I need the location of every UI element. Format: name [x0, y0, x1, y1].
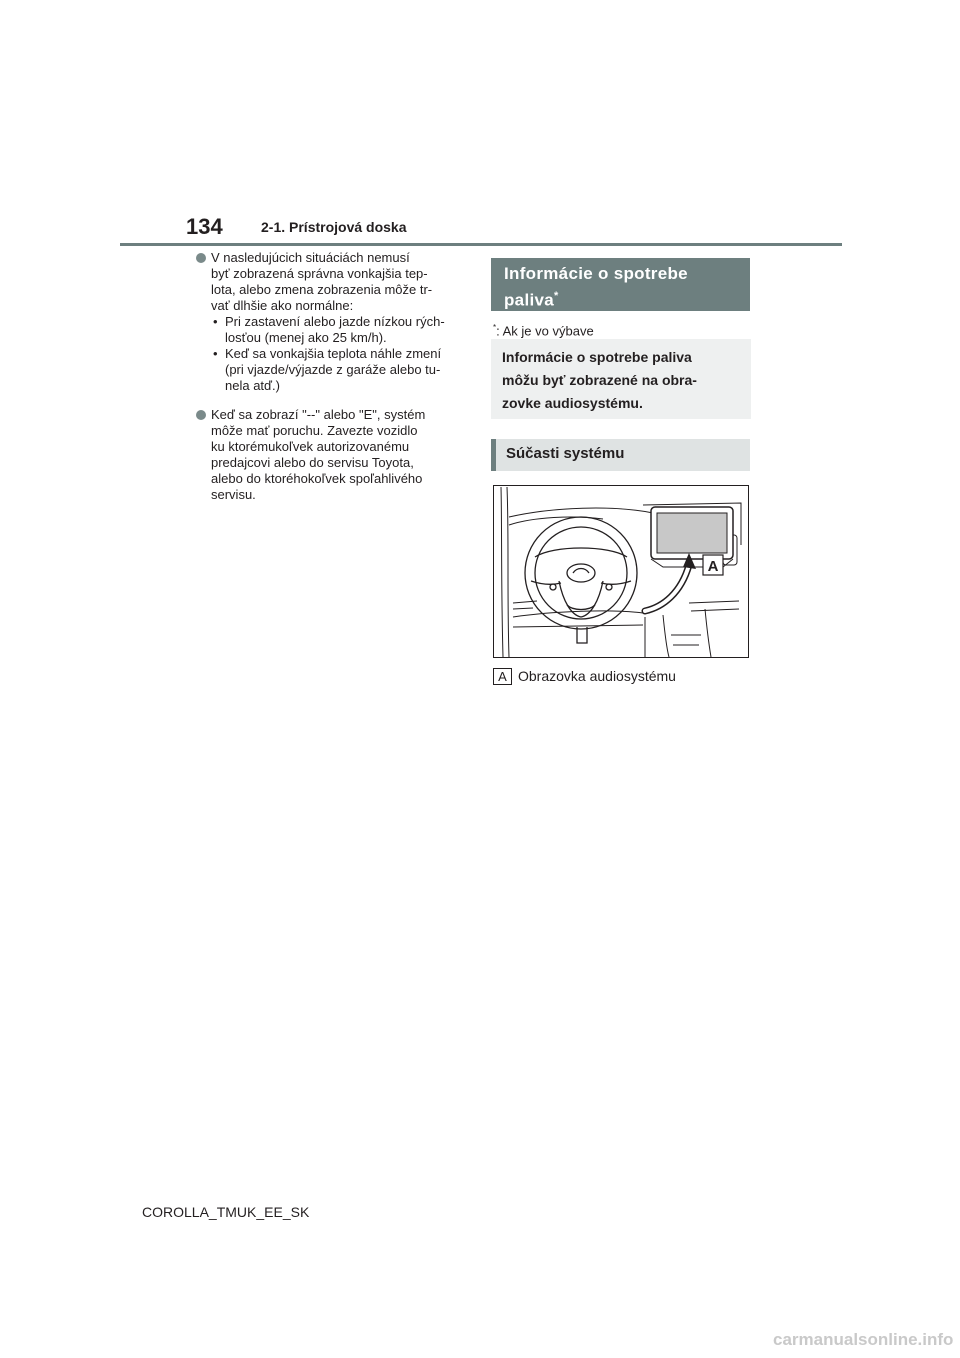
sub-line: Keď sa vonkajšia teplota náhle zmení — [225, 346, 442, 361]
bullet-icon — [196, 410, 206, 420]
summary-line: Informácie o spotrebe paliva — [502, 349, 692, 365]
para-line: môže mať poruchu. Zavezte vozidlo — [211, 423, 418, 438]
sub-line: nela atď.) — [225, 378, 280, 393]
header-rule — [120, 243, 842, 246]
sub-item-low-speed — [211, 314, 471, 346]
dashboard-illustration — [493, 485, 749, 658]
sub-line: losťou (menej ako 25 km/h). — [225, 330, 387, 345]
watermark: carmanualsonline.info — [773, 1330, 954, 1349]
para-line: Keď sa zobrazí "--" alebo "E", systém — [211, 407, 426, 422]
footnote-mark: * — [554, 290, 559, 302]
section-title: 2-1. Prístrojová doska — [261, 219, 407, 235]
caption-badge: A — [493, 668, 512, 685]
para-line: vať dlhšie ako normálne: — [211, 298, 354, 313]
para-line: V nasledujúcich situáciách nemusí — [211, 250, 410, 265]
bullet-icon — [196, 253, 206, 263]
figure-caption: Obrazovka audiosystému — [518, 668, 676, 684]
fuel-info-summary — [491, 339, 751, 419]
system-parts-heading — [491, 439, 750, 471]
sub-bullet: • — [213, 346, 218, 361]
para-line: byť zobrazená správna vonkajšia tep- — [211, 266, 428, 281]
sub-bullet: • — [213, 314, 218, 329]
para-line: lota, alebo zmena zobrazenia môže tr- — [211, 282, 433, 297]
page-number: 134 — [186, 214, 223, 239]
heading-line: Informácie o spotrebe — [504, 264, 688, 283]
callout-label: A — [707, 558, 719, 575]
document-code: COROLLA_TMUK_EE_SK — [142, 1204, 310, 1220]
para-line: ku ktorémukoľvek autorizovanému — [211, 439, 410, 454]
sub-item-temp-change — [211, 346, 471, 394]
heading-line: paliva — [504, 290, 554, 310]
para-line: servisu. — [211, 487, 256, 502]
summary-line: môžu byť zobrazené na obra- — [502, 372, 697, 388]
footnote — [493, 323, 594, 338]
heading-text: Súčasti systému — [506, 445, 625, 462]
summary-line: zovke audiosystému. — [502, 395, 643, 411]
malfunction-note — [211, 407, 471, 503]
para-line: predajcovi alebo do servisu Toyota, — [211, 455, 414, 470]
sub-line: Pri zastavení alebo jazde nízkou rých- — [225, 314, 445, 329]
sub-line: (pri vjazde/výjazde z garáže alebo tu- — [225, 362, 441, 377]
para-line: alebo do ktoréhokoľvek spoľahlivého — [211, 471, 423, 486]
fuel-info-heading — [491, 258, 750, 311]
footnote-text: : Ak je vo výbave — [496, 323, 594, 339]
footnote-mark: * — [493, 323, 497, 332]
outside-temp-note — [211, 250, 471, 394]
